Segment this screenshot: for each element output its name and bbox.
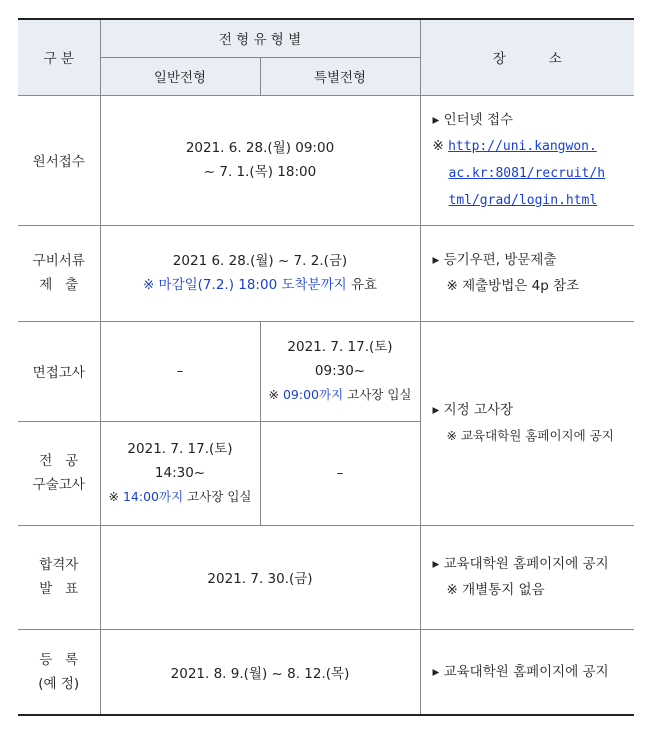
- label-announcement-line1: 합격자: [39, 557, 79, 573]
- header-category: 구 분: [18, 19, 100, 95]
- label-registration-line1: 등 록: [39, 651, 79, 668]
- deadline-note: 마감일(7.2.) 18:00 도착분까지: [158, 277, 347, 293]
- place-exam-line1: ▸ 지정 고사장: [432, 402, 514, 418]
- admission-schedule-table: [18, 18, 634, 716]
- date-documents-line1: 2021 6. 28.(월) ~ 7. 2.(금): [172, 253, 348, 269]
- place-application-link-block: [433, 133, 635, 160]
- header-row-1: [18, 19, 634, 57]
- interview-special-note: [261, 383, 420, 407]
- label-written-line1: 전 공: [39, 453, 79, 469]
- arrival-tail: 고사장 입실: [343, 387, 412, 402]
- place-documents-line2: ※ 제출방법은 4p 참조: [446, 278, 580, 294]
- written-general: [100, 421, 260, 525]
- header-place: 장 소: [420, 19, 634, 95]
- label-application: 원서접수: [18, 95, 100, 225]
- label-written: [18, 421, 100, 525]
- date-announcement: 2021. 7. 30.(금): [100, 525, 420, 629]
- note-mark: ※: [432, 137, 449, 154]
- recruit-link-part1[interactable]: http://uni.kangwon.: [448, 138, 597, 154]
- date-application: [100, 95, 420, 225]
- row-announcement: [18, 525, 634, 629]
- header-group: 전 형 유 형 별: [100, 19, 420, 57]
- row-application: [18, 95, 634, 225]
- arrival-time: 09:00까지: [282, 387, 344, 402]
- date-documents-note: [101, 273, 420, 297]
- place-exam: [420, 321, 634, 525]
- note-mark: ※: [142, 277, 159, 293]
- recruit-link-part2[interactable]: ac.kr:8081/recruit/h: [448, 165, 606, 181]
- place-application: [420, 95, 634, 225]
- row-registration: [18, 629, 634, 715]
- place-registration-line1: ▸ 교육대학원 홈페이지에 공지: [432, 663, 609, 680]
- header-general: 일반전형: [100, 57, 260, 95]
- interview-special-line1: 2021. 7. 17.(토): [287, 339, 393, 355]
- row-interview: [18, 321, 634, 421]
- date-registration: 2021. 8. 9.(월) ~ 8. 12.(목): [100, 629, 420, 715]
- arrival-time: 14:00까지: [122, 489, 184, 504]
- written-general-line1: 2021. 7. 17.(토): [127, 441, 233, 457]
- interview-special-line2: 09:30~: [314, 363, 366, 379]
- written-general-line2: 14:30~: [154, 465, 206, 481]
- label-interview: 면접고사: [18, 321, 100, 421]
- note-mark: ※: [268, 387, 283, 402]
- note-mark: ※: [108, 489, 123, 504]
- schedule-table-container: [18, 18, 634, 716]
- place-announcement-line1: ▸ 교육대학원 홈페이지에 공지: [432, 556, 609, 572]
- label-documents: [18, 225, 100, 321]
- place-documents-line1: ▸ 등기우편, 방문제출: [432, 252, 557, 268]
- interview-general: –: [100, 321, 260, 421]
- label-registration: [18, 629, 100, 715]
- label-announcement: [18, 525, 100, 629]
- place-documents: [420, 225, 634, 321]
- written-special: –: [260, 421, 420, 525]
- label-documents-line1: 구비서류: [32, 253, 85, 269]
- written-general-note: [101, 485, 260, 509]
- arrival-tail: 고사장 입실: [183, 489, 252, 504]
- label-written-line2: 구술고사: [32, 477, 85, 493]
- date-application-line2: ~ 7. 1.(목) 18:00: [203, 164, 317, 180]
- place-announcement: [420, 525, 634, 629]
- header-special: 특별전형: [260, 57, 420, 95]
- place-registration: [420, 629, 634, 715]
- place-exam-line2: ※ 교육대학원 홈페이지에 공지: [446, 428, 614, 443]
- date-documents: [100, 225, 420, 321]
- row-documents: [18, 225, 634, 321]
- label-announcement-line2: 발 표: [39, 581, 79, 597]
- label-registration-line2: (예 정): [38, 675, 80, 692]
- deadline-note-tail: 유효: [346, 277, 378, 293]
- place-application-line1: ▸ 인터넷 접수: [432, 111, 514, 128]
- label-documents-line2: 제 출: [39, 277, 79, 293]
- interview-special: [260, 321, 420, 421]
- date-application-line1: 2021. 6. 28.(월) 09:00: [185, 140, 335, 156]
- recruit-link-part3[interactable]: tml/grad/login.html: [448, 192, 598, 208]
- place-announcement-line2: ※ 개별통지 없음: [446, 582, 545, 598]
